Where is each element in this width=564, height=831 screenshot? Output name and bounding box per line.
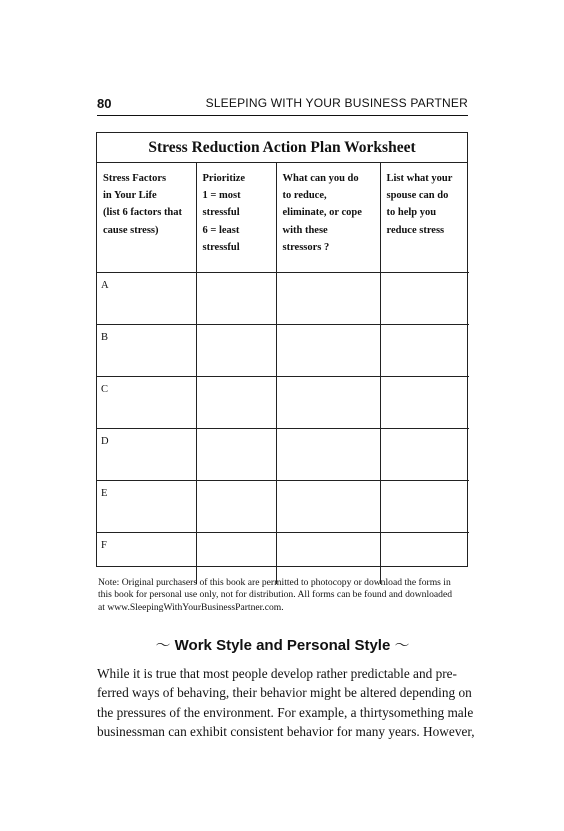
header-line: stressors ? [282, 241, 330, 253]
body-line: While it is true that most people develop rather predictable and pre- [97, 666, 457, 681]
row-label: E [101, 488, 108, 499]
row-label-cell [97, 325, 196, 377]
reduce-cell[interactable] [276, 429, 380, 481]
header-line: (list 6 factors that [103, 207, 183, 219]
header-line: What can you do [282, 173, 359, 184]
priority-cell[interactable] [196, 429, 276, 481]
header-line: in Your Life [103, 190, 157, 202]
priority-cell[interactable] [196, 273, 276, 325]
header-line: cause stress) [103, 224, 159, 236]
page-number: 80 [97, 96, 112, 111]
spouse-cell[interactable] [380, 429, 469, 481]
body-paragraph [97, 664, 475, 741]
row-label-cell [97, 377, 196, 429]
header-rule [97, 115, 468, 116]
worksheet-title: Stress Reduction Action Plan Worksheet [97, 133, 467, 163]
worksheet [96, 132, 468, 567]
table-row [97, 377, 469, 429]
row-label: F [101, 540, 107, 551]
header-line: 1 = most [202, 190, 241, 202]
header-line: eliminate, or cope [282, 207, 362, 219]
header-line: Prioritize [202, 173, 246, 184]
table-row [97, 481, 469, 533]
row-label-cell [97, 481, 196, 533]
section-heading [97, 634, 468, 655]
header-line: stressful [202, 207, 240, 219]
note-line: at www.SleepingWithYourBusinessPartner.com. [98, 601, 284, 613]
row-label: D [101, 436, 109, 447]
row-label: B [101, 332, 109, 343]
header-line: stressful [202, 241, 240, 253]
priority-cell[interactable] [196, 325, 276, 377]
priority-cell[interactable] [196, 377, 276, 429]
column-header-stress-factors [97, 162, 196, 273]
note-line: Note: Original purchasers of this book are permitted to photocopy or download the forms in [98, 577, 451, 588]
note-line: this book for personal use only, not for distribution. All forms can be found and downloaded [98, 589, 453, 601]
header-line: reduce stress [386, 224, 445, 236]
swash-ornament-icon: 〜 [394, 636, 410, 654]
header-line: spouse can do [386, 190, 449, 202]
spouse-cell[interactable] [380, 481, 469, 533]
header-line: List what your [386, 173, 453, 184]
row-label-cell [97, 429, 196, 481]
header-line: with these [282, 224, 328, 236]
permission-note [98, 577, 470, 614]
body-line: businessman can exhibit consistent behavior for many years. However, [97, 723, 475, 739]
column-header-spouse-help [380, 162, 469, 273]
header-line: 6 = least [202, 224, 240, 236]
row-label-cell [97, 273, 196, 325]
running-head: SLEEPING WITH YOUR BUSINESS PARTNER [205, 96, 468, 110]
swash-ornament-icon: 〜 [155, 636, 171, 654]
body-line: ferred ways of behaving, their behavior might be altered depending on [97, 685, 472, 701]
table-row [97, 325, 469, 377]
spouse-cell[interactable] [380, 325, 469, 377]
priority-cell[interactable] [196, 481, 276, 533]
worksheet-table [97, 162, 469, 584]
table-header-row [97, 162, 469, 273]
spouse-cell[interactable] [380, 273, 469, 325]
row-label: A [101, 280, 109, 291]
reduce-cell[interactable] [276, 273, 380, 325]
header-line: Stress Factors [103, 173, 167, 184]
table-row [97, 273, 469, 325]
column-header-what-can-you-do [276, 162, 380, 273]
reduce-cell[interactable] [276, 325, 380, 377]
body-line: the pressures of the environment. For example, a thirtysomething male [97, 704, 474, 720]
reduce-cell[interactable] [276, 377, 380, 429]
row-label: C [101, 384, 109, 395]
reduce-cell[interactable] [276, 481, 380, 533]
page-header [97, 96, 468, 112]
header-line: to reduce, [282, 190, 327, 202]
table-row [97, 429, 469, 481]
header-line: to help you [386, 207, 437, 219]
column-header-prioritize [196, 162, 276, 273]
spouse-cell[interactable] [380, 377, 469, 429]
section-heading-text: Work Style and Personal Style [174, 637, 391, 654]
